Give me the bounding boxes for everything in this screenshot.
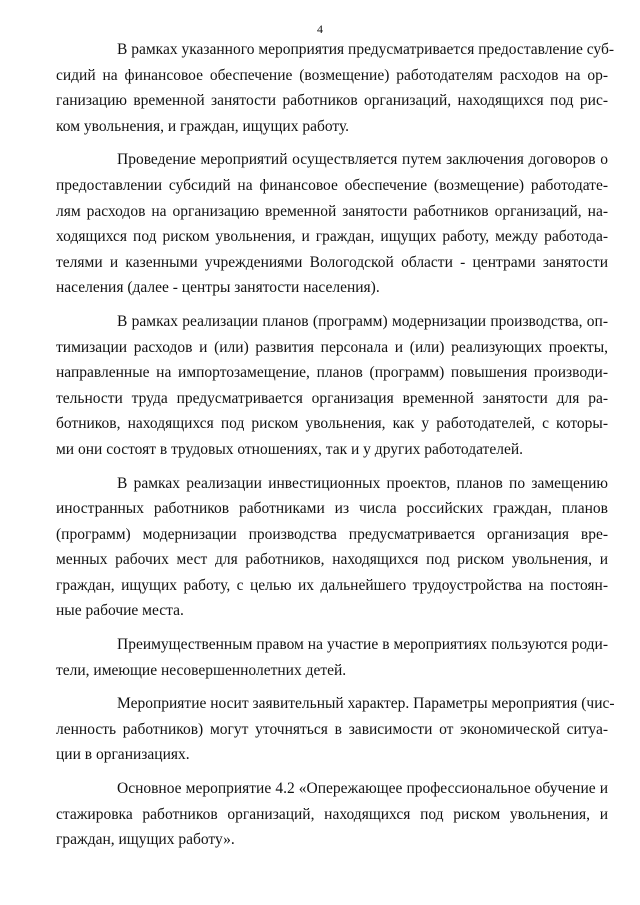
text-line: предоставлении субсидий на финансовое обеспечение (возмещение) работодате-: [56, 176, 608, 194]
text-line: сидий на финансовое обеспечение (возмещение) работодателям расходов на ор-: [56, 66, 608, 84]
text-line: ганизацию временной занятости работников организаций, находящихся под рис-: [56, 92, 608, 110]
text-line: граждан, ищущих работу, с целью их дальнейшего трудоустройства на постоян-: [56, 576, 608, 594]
text-line: В рамках реализации планов (программ) модернизации производства, оп-: [117, 312, 608, 330]
text-line: тельности труда предусматривается организация временной занятости для ра-: [56, 389, 608, 407]
text-line: тимизации расходов и (или) развития персонала и (или) реализующих проекты,: [56, 338, 608, 356]
text-line: направленные на импортозамещение, планов (программ) повышения производи-: [56, 364, 608, 382]
text-line: В рамках указанного мероприятия предусматривается предоставление суб-: [117, 41, 614, 58]
text-line: (программ) модернизации производства предусматривается организация вре-: [56, 525, 608, 543]
text-line: тели, имеющие несовершеннолетних детей.: [56, 661, 347, 679]
paragraph: [56, 147, 608, 301]
text-line: Мероприятие носит заявительный характер. Параметры мероприятия (чис-: [117, 695, 615, 713]
paragraph: [56, 776, 608, 853]
page-number: 4: [317, 22, 323, 36]
paragraph: [56, 471, 608, 625]
text-line: ботников, находящихся под риском увольнения, как у работодателей, с которы-: [56, 415, 608, 433]
text-line: ные рабочие места.: [56, 602, 184, 620]
text-line: ленность работников) могут уточняться в зависимости от экономической ситуа-: [56, 720, 608, 738]
text-line: населения (далее - центры занятости населения).: [56, 279, 380, 297]
paragraph: [56, 309, 608, 463]
paragraph: [56, 37, 614, 139]
text-line: Проведение мероприятий осуществляется путем заключения договоров о: [117, 151, 608, 169]
paragraph: [56, 691, 615, 768]
text-line: ходящихся под риском увольнения, и граждан, ищущих работу, между работода-: [56, 228, 608, 246]
text-line: Основное мероприятие 4.2 «Опережающее профессиональное обучение и: [117, 780, 608, 798]
text-line: ком увольнения, и граждан, ищущих работу.: [56, 117, 350, 135]
text-line: телями и казенными учреждениями Вологодской области - центрами занятости: [56, 253, 608, 271]
text-line: В рамках реализации инвестиционных проектов, планов по замещению: [117, 474, 608, 492]
text-line: граждан, ищущих работу».: [56, 831, 235, 849]
text-line: ми они состоят в трудовых отношениях, так и у других работодателей.: [56, 440, 523, 458]
text-line: ции в организациях.: [56, 746, 190, 764]
document-body: [56, 37, 615, 861]
text-line: стажировка работников организаций, находящихся под риском увольнения, и: [56, 805, 608, 823]
paragraph: [56, 632, 608, 683]
text-line: Преимущественным правом на участие в мероприятиях пользуются роди-: [117, 636, 608, 654]
text-line: иностранных работников работниками из числа российских граждан, планов: [56, 500, 608, 518]
text-line: менных рабочих мест для работников, находящихся под риском увольнения, и: [56, 551, 608, 569]
text-line: лям расходов на организацию временной занятости работников организаций, на-: [56, 202, 608, 220]
